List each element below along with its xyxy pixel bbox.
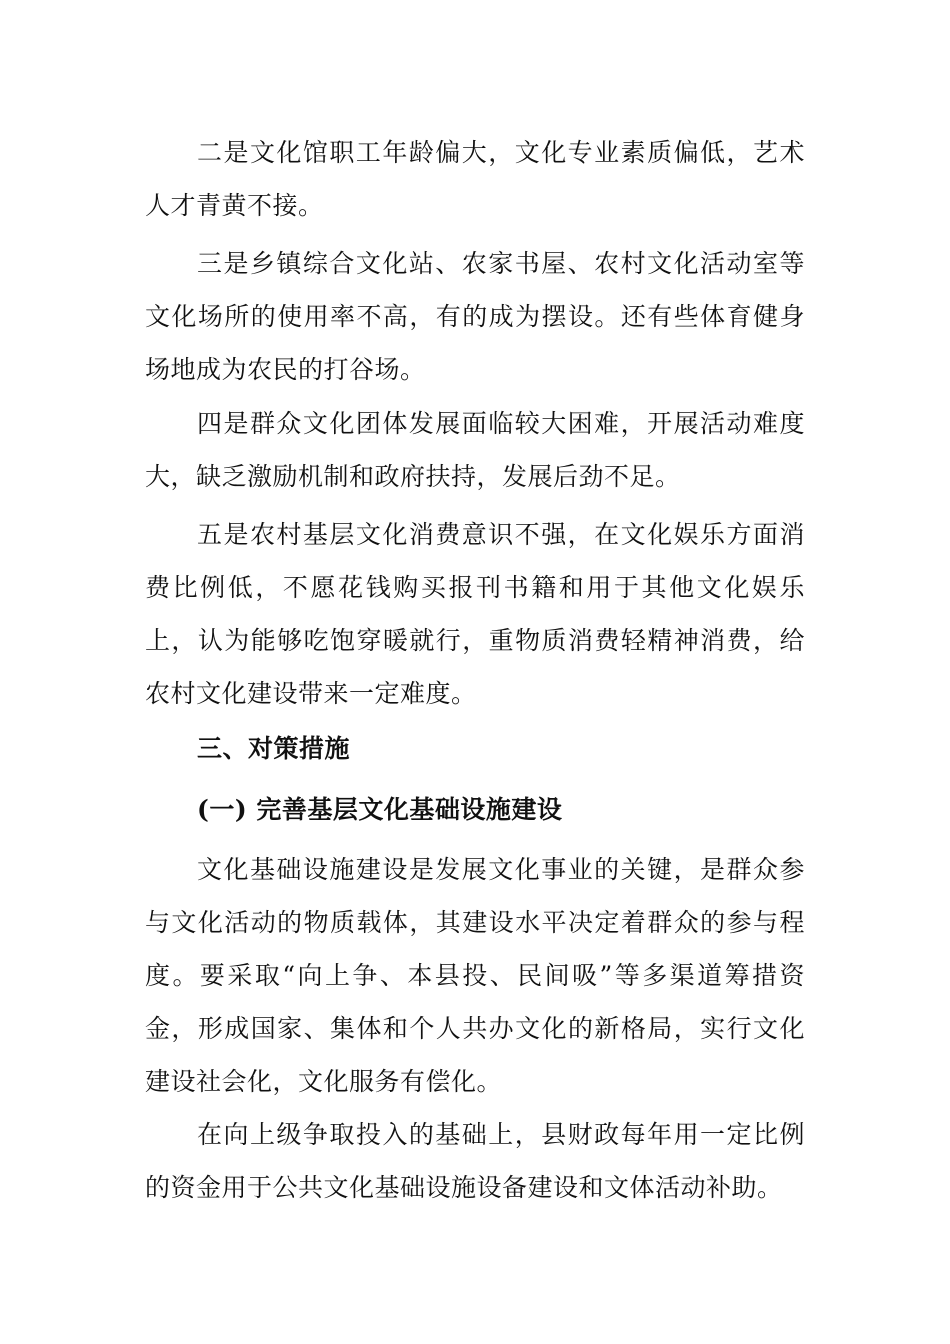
paragraph-item-4: 四是群众文化团体发展面临较大困难，开展活动难度大，缺乏激励机制和政府扶持，发展后劲不足。 (145, 409, 805, 491)
section-paragraph-2: 在向上级争取投入的基础上，县财政每年用一定比例的资金用于公共文化基础设施设备建设和文体活动补助。 (145, 1120, 805, 1202)
subsection-heading: (一) 完善基层文化基础设施建设 (197, 795, 563, 824)
section-paragraph-1: 文化基础设施建设是发展文化事业的关键，是群众参与文化活动的物质载体，其建设水平决定着群众的参与程度。要采取“向上争、本县投、民间吸”等多渠道筹措资金，形成国家、集体和个人共办文化的新格局，实行文化建设社会化，文化服务有偿化。 (145, 855, 805, 1096)
paragraph-item-2: 二是文化馆职工年龄偏大，文化专业素质偏低，艺术人才青黄不接。 (145, 138, 805, 220)
paragraph-item-3: 三是乡镇综合文化站、农家书屋、农村文化活动室等文化场所的使用率不高，有的成为摆设。还有些体育健身场地成为农民的打谷场。 (145, 249, 805, 384)
section-heading: 三、对策措施 (197, 734, 351, 763)
paragraph-item-5: 五是农村基层文化消费意识不强，在文化娱乐方面消费比例低，不愿花钱购买报刊书籍和用于其他文化娱乐上，认为能够吃饱穿暖就行，重物质消费轻精神消费，给农村文化建设带来一定难度。 (145, 520, 805, 708)
